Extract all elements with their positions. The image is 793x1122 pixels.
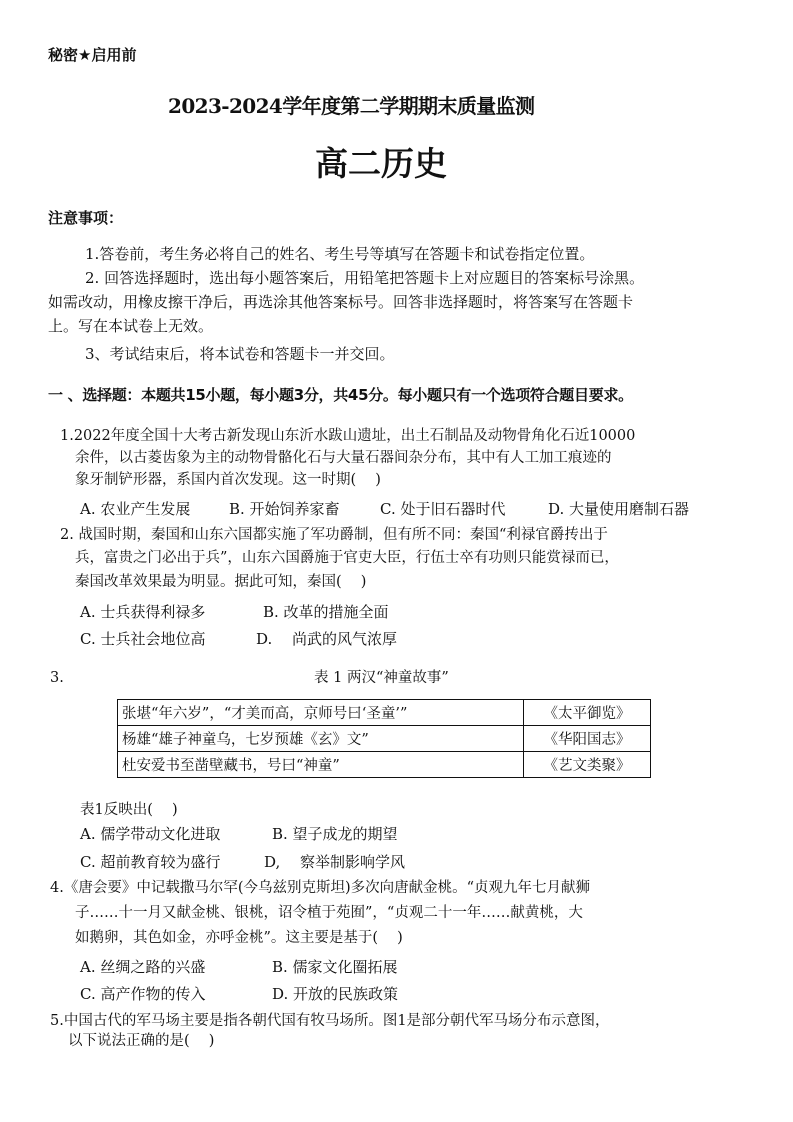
notice-item-2-line-1: 2. 回答选择题时，选出每小题答案后，用铅笔把答题卡上对应题目的答案标号涂黑。 [85,269,645,287]
notice-title: 注意事项： [48,209,124,227]
q3-option-c: C. 超前教育较为盛行 [80,853,221,871]
q2-option-a: A. 士兵获得利禄多 [80,603,206,621]
table-cell-source: 《艺文类聚》 [524,752,651,778]
q1-option-c: C. 处于旧石器时代 [380,500,506,518]
q3-option-a: A. 儒学带动文化进取 [80,825,221,843]
table-cell-story: 杨雄“雄子神童乌，七岁预雄《玄》文” [118,726,524,752]
q2-option-d: D. 尚武的风气浓厚 [256,630,398,648]
secret-label: 秘密★启用前 [48,46,137,64]
notice-item-2-line-2: 如需改动，用橡皮擦干净后，再选涂其他答案标号。回答非选择题时，将答案写在答题卡 [48,293,634,311]
q3-table [117,699,651,778]
notice-item-2-line-3: 上。写在本试卷上无效。 [48,317,214,335]
q5-stem-line-2: 以下说法正确的是( ) [68,1033,215,1049]
table-cell-story: 张堪“年六岁”，“才美而高，京师号曰‘圣童’” [118,700,524,726]
q1-option-d: D. 大量使用磨制石器 [548,500,690,518]
q2-stem-line-2: 兵，富贵之门必出于兵”，山东六国爵施于官吏大臣，行伍士卒有功则只能赏禄而已， [75,550,619,566]
q2-stem-line-3: 秦国改革效果最为明显。据此可知，秦国( ) [75,574,367,590]
q2-stem-line-1: 2. 战国时期，秦国和山东六国都实施了军功爵制，但有所不同：秦国“利禄官爵抟出于 [60,527,608,543]
table-cell-story: 杜安爱书至凿壁藏书，号曰“神童” [118,752,524,778]
q1-option-a: A. 农业产生发展 [80,500,191,518]
q3-stem: 表1反映出( ) [80,802,178,818]
notice-item-3: 3、考试结束后，将本试卷和答题卡一并交回。 [85,345,395,363]
table-row [118,726,651,752]
q1-option-b: B. 开始饲养家畜 [229,500,340,518]
q2-option-c: C. 士兵社会地位高 [80,630,206,648]
q3-number: 3. [50,670,64,686]
q4-option-c: C. 高产作物的传入 [80,985,206,1003]
q4-option-d: D. 开放的民族政策 [272,985,399,1003]
q2-option-b: B. 改革的措施全面 [263,603,389,621]
exam-title: 2023-2024学年度第二学期期末质量监测 [168,94,535,118]
q1-stem-line-2: 余件，以古菱齿象为主的动物骨骼化石与大量石器间杂分布，其中有人工加工痕迹的 [75,450,612,466]
q1-stem-line-3: 象牙制铲形器，系国内首次发现。这一时期( ) [75,472,381,488]
q4-option-a: A. 丝绸之路的兴盛 [80,958,206,976]
notice-item-1: 1.答卷前，考生务必将自己的姓名、考生号等填写在答题卡和试卷指定位置。 [85,245,595,263]
table-cell-source: 《华阳国志》 [524,726,651,752]
q4-stem-line-1: 4.《唐会要》中记载撒马尔罕(今乌兹别克斯坦)多次向唐献金桃。“贞观九年七月献狮 [50,880,591,896]
q4-option-b: B. 儒家文化圈拓展 [272,958,398,976]
q4-stem-line-2: 子……十一月又献金桃、银桃，诏令植于苑囿”，“贞观二十一年……献黄桃，大 [75,905,583,921]
q4-stem-line-3: 如鹅卵，其色如金，亦呼金桃”。这主要是基于( ) [75,930,403,946]
table-row [118,752,651,778]
q1-stem-line-1: 1.2022年度全国十大考古新发现山东沂水跋山遗址，出土石制品及动物骨角化石近10000 [60,428,636,444]
section-1-title: 一 、选择题：本题共15小题，每小题3分，共45分。每小题只有一个选项符合题目要求。 [48,386,633,404]
q3-table-caption: 表 1 两汉“神童故事” [314,670,449,686]
table-row [118,700,651,726]
q5-stem-line-1: 5.中国古代的军马场主要是指各朝代国有牧马场所。图1是部分朝代军马场分布示意图， [50,1013,610,1029]
q3-option-d: D, 察举制影响学风 [264,853,406,871]
table-cell-source: 《太平御览》 [524,700,651,726]
subject-title: 高二历史 [315,144,447,183]
q3-option-b: B. 望子成龙的期望 [272,825,398,843]
